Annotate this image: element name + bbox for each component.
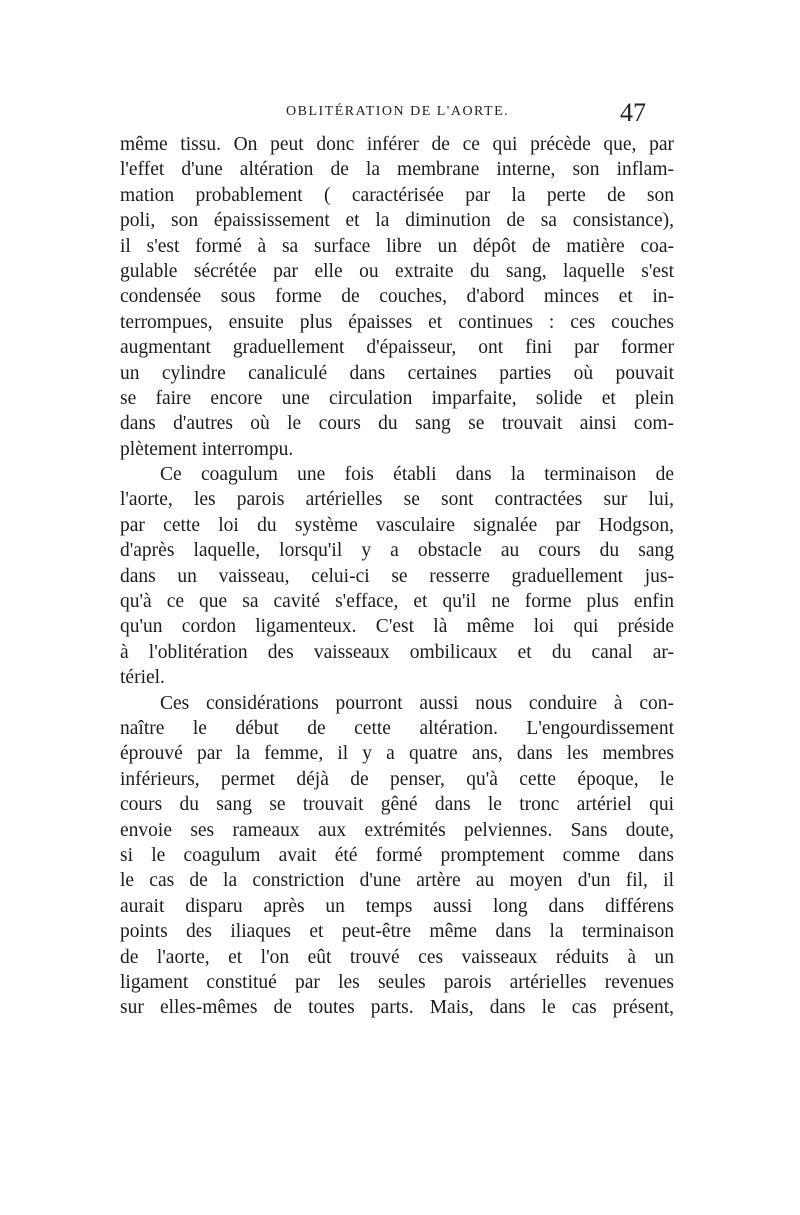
- text-line: ligament constitué par les seules parois artérielles revenues: [120, 971, 674, 993]
- text-line: de l'aorte, et l'on eût trouvé ces vaisseaux réduits à un: [120, 946, 674, 968]
- text-line: se faire encore une circulation imparfaite, solide et plein: [120, 387, 674, 409]
- text-line: plètement interrompu.: [120, 438, 294, 460]
- text-line: il s'est formé à sa surface libre un dépôt de matière coa-: [120, 235, 674, 257]
- text-line: Ce coagulum une fois établi dans la terminaison de: [160, 464, 674, 486]
- text-line: le cas de la constriction d'une artère au moyen d'un fil, il: [120, 870, 674, 892]
- text-line: mation probablement ( caractérisée par la perte de son: [120, 184, 674, 206]
- text-line: cours du sang se trouvait gêné dans le tronc artériel qui: [120, 794, 674, 816]
- paragraph: [120, 132, 674, 462]
- body-text: [120, 132, 674, 1021]
- text-line: l'aorte, les parois artérielles se sont contractées sur lui,: [120, 489, 674, 511]
- text-line: envoie ses rameaux aux extrémités pelviennes. Sans doute,: [120, 819, 674, 841]
- text-line: Ces considérations pourront aussi nous conduire à con-: [160, 692, 674, 714]
- text-line: qu'un cordon ligamenteux. C'est là même loi qui préside: [120, 616, 674, 638]
- paragraph: [120, 691, 674, 1021]
- page-number: 47: [620, 98, 646, 127]
- text-line: si le coagulum avait été formé promptement comme dans: [120, 844, 674, 866]
- text-line: condensée sous forme de couches, d'abord minces et in-: [120, 286, 674, 308]
- text-line: à l'oblitération des vaisseaux ombilicaux et du canal ar-: [120, 641, 674, 663]
- text-line: poli, son épaississement et la diminution de sa consistance),: [120, 210, 674, 232]
- text-line: d'après laquelle, lorsqu'il y a obstacle au cours du sang: [120, 540, 674, 562]
- text-line: aurait disparu après un temps aussi long dans différens: [120, 895, 674, 917]
- text-line: par cette loi du système vasculaire signalée par Hodgson,: [120, 514, 674, 536]
- text-line: tériel.: [120, 667, 165, 689]
- text-line: l'effet d'une altération de la membrane interne, son inflam-: [120, 159, 674, 181]
- running-title: OBLITÉRATION DE L'AORTE.: [286, 104, 510, 119]
- text-line: même tissu. On peut donc inférer de ce qui précède que, par: [120, 134, 674, 155]
- text-line: dans un vaisseau, celui-ci se resserre graduellement jus-: [120, 565, 674, 587]
- text-line: qu'à ce que sa cavité s'efface, et qu'il ne forme plus enfin: [120, 591, 674, 613]
- paragraph: [120, 462, 674, 691]
- text-line: sur elles-mêmes de toutes parts. Mais, dans le cas présent,: [120, 997, 674, 1019]
- text-line: points des iliaques et peut-être même dans la terminaison: [120, 921, 674, 943]
- text-line: terrompues, ensuite plus épaisses et continues : ces couches: [120, 311, 674, 333]
- text-line: éprouvé par la femme, il y a quatre ans, dans les membres: [120, 743, 674, 765]
- text-line: naître le début de cette altération. L'engourdissement: [120, 717, 674, 739]
- text-line: inférieurs, permet déjà de penser, qu'à cette époque, le: [120, 768, 674, 790]
- text-line: augmentant graduellement d'épaisseur, ont fini par former: [120, 337, 674, 359]
- text-line: dans d'autres où le cours du sang se trouvait ainsi com-: [120, 413, 674, 435]
- text-line: gulable sécrétée par elle ou extraite du sang, laquelle s'est: [120, 260, 674, 282]
- text-line: un cylindre canaliculé dans certaines parties où pouvait: [120, 362, 674, 384]
